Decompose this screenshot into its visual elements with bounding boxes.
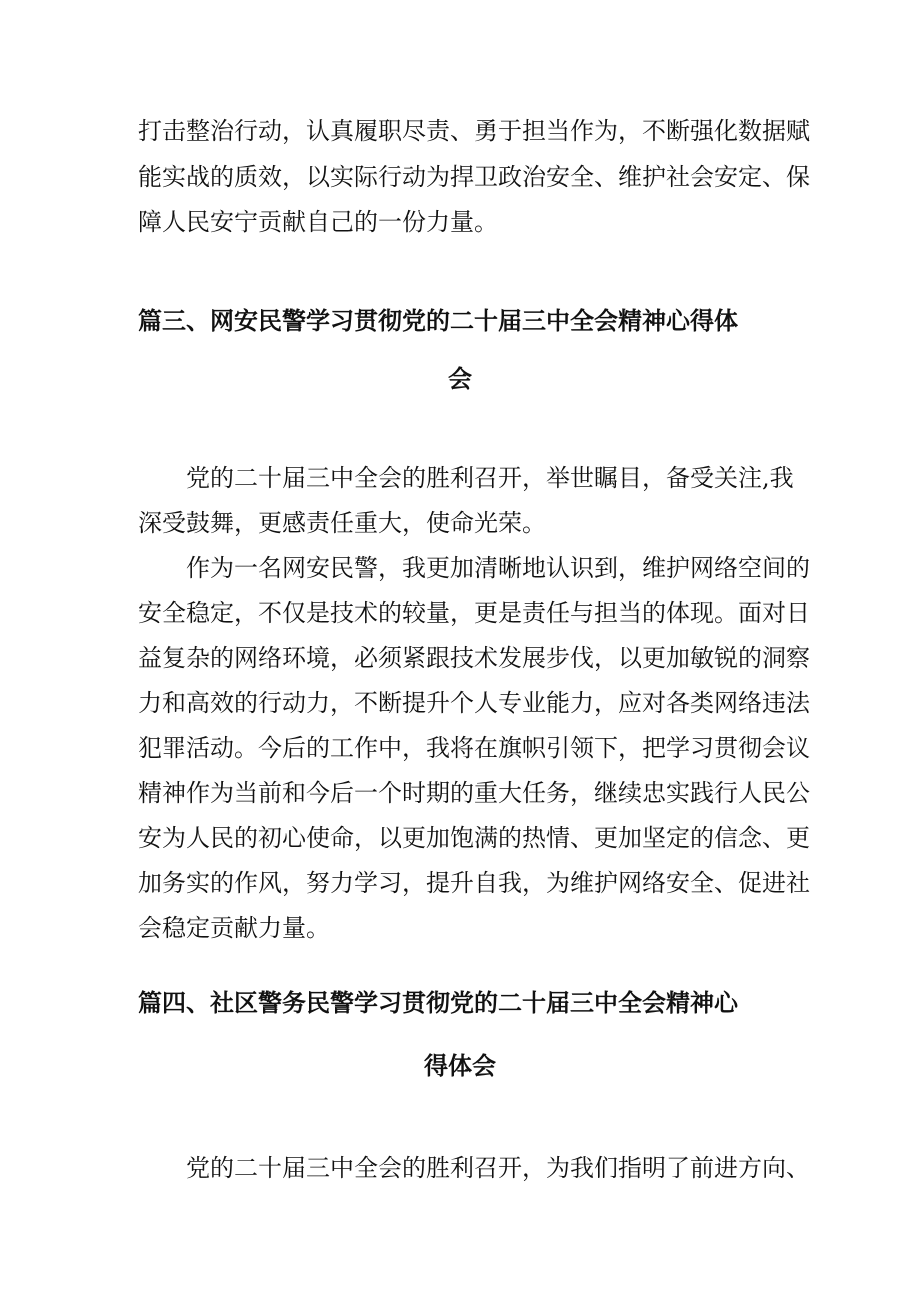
paragraph-line: 党的二十届三中全会的胜利召开，为我们指明了前进方向、	[186, 1154, 810, 1182]
paragraph-line: 障人民安宁贡献自己的一份力量。	[138, 208, 498, 236]
paragraph-line: 能实战的质效，以实际行动为捍卫政治安全、维护社会安定、保	[138, 163, 810, 191]
paragraph-line: 精神作为当前和今后一个时期的重大任务，继续忠实践行人民公	[138, 779, 810, 807]
paragraph-line: 会稳定贡献力量。	[138, 914, 330, 942]
paragraph-line: 深受鼓舞，更感责任重大，使命光荣。	[138, 509, 546, 537]
section-heading: 篇三、网安民警学习贯彻党的二十届三中全会精神心得体	[138, 307, 738, 335]
section-heading-continuation: 会	[448, 365, 472, 393]
paragraph-line: 犯罪活动。今后的工作中，我将在旗帜引领下，把学习贯彻会议	[138, 734, 810, 762]
paragraph-line: 作为一名网安民警，我更加清晰地认识到，维护网络空间的	[186, 554, 810, 582]
section-heading: 篇四、社区警务民警学习贯彻党的二十届三中全会精神心	[138, 989, 738, 1017]
paragraph-line: 益复杂的网络环境，必须紧跟技术发展步伐，以更加敏锐的洞察	[138, 644, 810, 672]
paragraph-line: 力和高效的行动力，不断提升个人专业能力，应对各类网络违法	[138, 689, 810, 717]
paragraph-line: 加务实的作风，努力学习，提升自我，为维护网络安全、促进社	[138, 869, 810, 897]
paragraph-line: 安全稳定，不仅是技术的较量，更是责任与担当的体现。面对日	[138, 599, 810, 627]
paragraph-line: 安为人民的初心使命，以更加饱满的热情、更加坚定的信念、更	[138, 824, 810, 852]
paragraph-line: 党的二十届三中全会的胜利召开，举世瞩目，备受关注,我	[186, 464, 794, 492]
paragraph-line: 打击整治行动，认真履职尽责、勇于担当作为，不断强化数据赋	[138, 117, 810, 145]
section-heading-continuation: 得体会	[424, 1052, 496, 1080]
